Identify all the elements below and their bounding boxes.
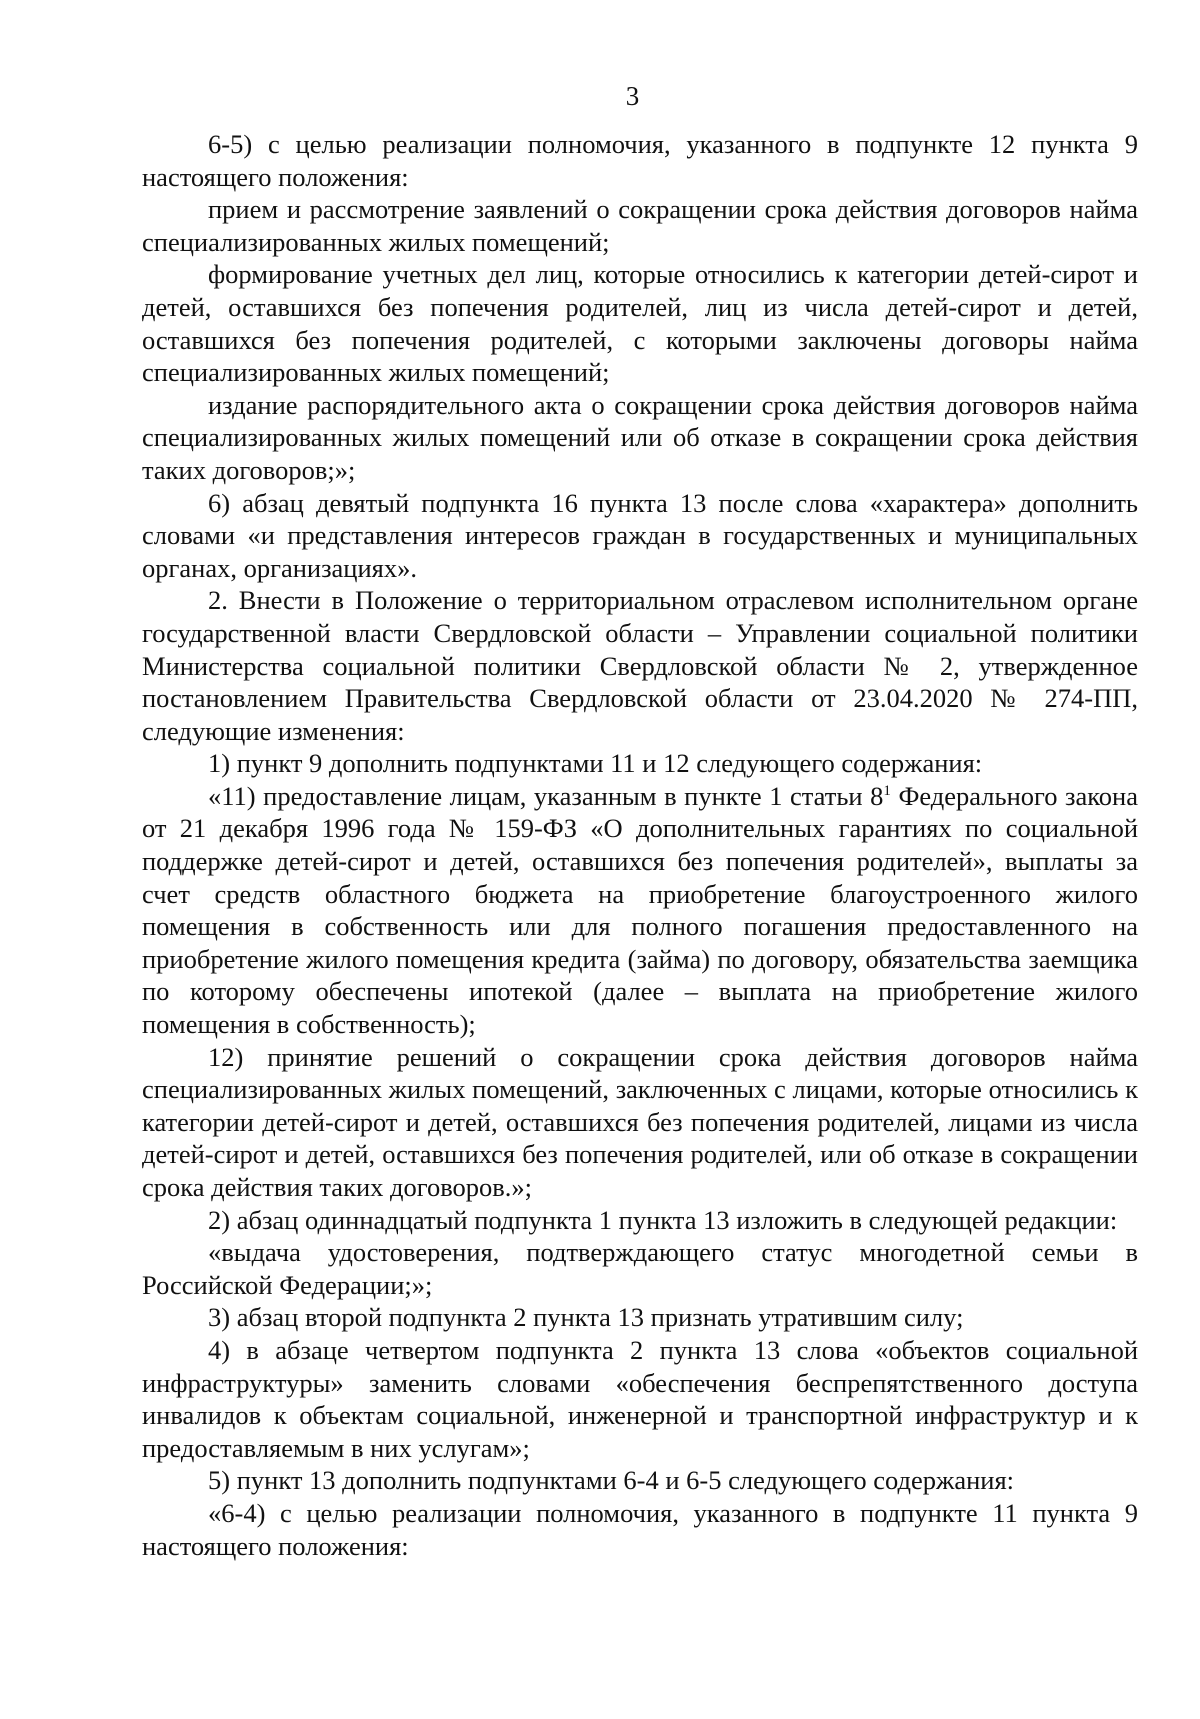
article-superscript: 1 [883,782,891,799]
page-number: 3 [625,81,640,111]
paragraph-certificate: «выдача удостоверения, подтверждающего статус многодетной семьи в Российской Федерации;»; [142,1237,1138,1300]
paragraph-administrative-act: издание распорядительного акта о сокращении срока действия договоров найма специализированных жилых помещений или об отказе в сокращении срока действия таких договоров;»; [142,389,1138,485]
paragraph-item-5: 5) пункт 13 дополнить подпунктами 6-4 и 6-5 следующего содержания: [208,1465,1015,1496]
subitem-11-text-start: «11) предоставление лицам, указанным в пункте 1 статьи 8 [208,780,884,811]
paragraph-case-files: формирование учетных дел лиц, которые относились к категории детей-сирот и детей, оставшихся без попечения родителей, лиц из числа детей-сирот и детей, оставшихся без попечения родителей, с которыми заключены договоры найма специализированных жилых помещений; [142,259,1138,388]
paragraph-subitem-12: 12) принятие решений о сокращении срока действия договоров найма специализированных жилых помещений, заключенных с лицами, которые относились к категории детей-сирот и детей, оставшихся без попечения родителей, лицами из числа детей-сирот и детей, оставшихся без попечения родителей, или об отказе в сокращении срока действия таких договоров.»; [142,1041,1138,1202]
paragraph-6-5: 6-5) с целью реализации полномочия, указанного в подпункте 12 пункта 9 настоящего положения: [142,129,1138,192]
document-body [142,128,1138,1562]
paragraph-6-4: «6-4) с целью реализации полномочия, указанного в подпункте 11 пункта 9 настоящего положения: [142,1497,1138,1561]
paragraph-item-6: 6) абзац девятый подпункта 16 пункта 13 после слова «характера» дополнить словами «и представления интересов граждан в государственных и муниципальных органах, организациях». [142,487,1138,583]
paragraph-section-2: 2. Внести в Положение о территориальном отраслевом исполнительном органе государственной власти Свердловской области – Управлении социальной политики Министерства социальной политики Свердловской области № 2, утвержденное постановлением Правительства Свердловской области от 23.04.2020 № 274-ПП, следующие изменения: [142,585,1138,746]
subitem-11-text-end: Федерального закона от 21 декабря 1996 года № 159-ФЗ «О дополнительных гарантиях по социальной поддержке детей-сирот и детей, оставшихся без попечения родителей», выплаты за счет средств областного бюджета на приобретение благоустроенного жилого помещения в собственность или для полного погашения предоставленного на приобретение жилого помещения кредита (займа) по договору, обязательства заемщика по которому обеспечены ипотекой (далее – выплата на приобретение жилого помещения в собственность); [142,780,1138,1040]
paragraph-item-1: 1) пункт 9 дополнить подпунктами 11 и 12 следующего содержания: [208,748,983,779]
paragraph-item-3: 3) абзац второй подпункта 2 пункта 13 признать утратившим силу; [208,1302,964,1333]
paragraph-item-4: 4) в абзаце четвертом подпункта 2 пункта 13 слова «объектов социальной инфраструктуры» заменить словами «обеспечения беспрепятственного доступа инвалидов к объектам социальной, инженерной и транспортной инфраструктур и к предоставляемым в них услугам»; [142,1334,1138,1463]
paragraph-item-2: 2) абзац одиннадцатый подпункта 1 пункта 13 изложить в следующей редакции: [208,1204,1118,1235]
paragraph-applications: прием и рассмотрение заявлений о сокращении срока действия договоров найма специализированных жилых помещений; [142,194,1138,257]
paragraph-subitem-11 [142,780,1138,1041]
